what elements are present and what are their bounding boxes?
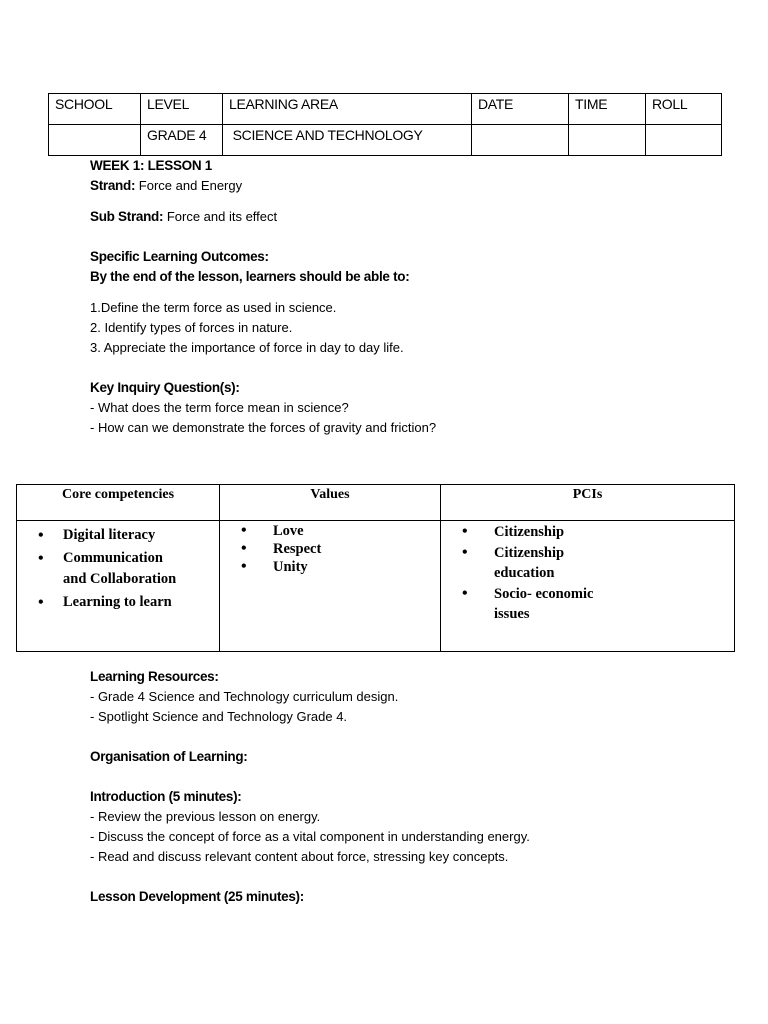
value-cell-learning-area: SCIENCE AND TECHNOLOGY [223,125,472,156]
introduction-heading: Introduction (5 minutes): [90,789,242,804]
organisation-heading: Organisation of Learning: [90,749,248,764]
values-cell [220,521,441,652]
sub-strand-value: Force and its effect [163,209,278,224]
pci-item: • Citizenship [442,522,612,542]
header-table-value-row [49,125,722,156]
value-cell-school [49,125,141,156]
strand-label: Strand: [90,178,136,193]
lesson-intro-section [90,156,730,438]
competency-item: • Learning to learn [18,592,188,613]
slo-intro: By the end of the lesson, learners should be able to: [90,269,410,284]
competency-item: • Communication and Collaboration [18,548,188,590]
value-item: • Unity [221,558,439,576]
lesson-development-heading: Lesson Development (25 minutes): [90,889,304,904]
header-cell-date: DATE [472,94,569,125]
sub-strand-line [90,207,730,227]
value-cell-date [472,125,569,156]
value-cell-roll [646,125,722,156]
header-cell-school: SCHOOL [49,94,141,125]
resources-heading: Learning Resources: [90,669,219,684]
core-competencies-cell [17,521,220,652]
core-competencies-header: Core competencies [17,485,220,521]
strand-line [90,176,730,196]
value-item: • Love [221,522,439,540]
header-cell-time: TIME [569,94,646,125]
competency-item: • Digital literacy [18,525,188,546]
slo-heading: Specific Learning Outcomes: [90,249,269,264]
sub-strand-label: Sub Strand: [90,209,164,224]
outcome-item: 2. Identify types of forces in nature. [90,320,293,335]
pcis-cell [441,521,735,652]
resource-item: - Spotlight Science and Technology Grade 4. [90,709,348,724]
kiq-heading: Key Inquiry Question(s): [90,380,240,395]
competencies-body-row [17,521,735,652]
value-cell-time [569,125,646,156]
competencies-table [16,484,735,652]
lesson-plan-section [90,667,730,907]
header-table-header-row [49,94,722,125]
header-cell-level: LEVEL [141,94,223,125]
value-item: • Respect [221,540,439,558]
values-header: Values [220,485,441,521]
question-item: - What does the term force mean in science? [90,400,349,415]
introduction-item: - Review the previous lesson on energy. [90,809,321,824]
value-cell-level: GRADE 4 [141,125,223,156]
week-lesson-title: WEEK 1: LESSON 1 [90,158,212,173]
strand-value: Force and Energy [135,178,243,193]
introduction-item: - Read and discuss relevant content about force, stressing key concepts. [90,849,509,864]
pci-item: • Socio- economic issues [442,584,612,624]
resource-item: - Grade 4 Science and Technology curriculum design. [90,689,399,704]
competencies-header-row [17,485,735,521]
header-cell-roll: ROLL [646,94,722,125]
pcis-header: PCIs [441,485,735,521]
outcome-item: 3. Appreciate the importance of force in day to day life. [90,340,404,355]
question-item: - How can we demonstrate the forces of gravity and friction? [90,420,437,435]
header-cell-learning-area: LEARNING AREA [223,94,472,125]
header-table [48,93,722,156]
introduction-item: - Discuss the concept of force as a vital component in understanding energy. [90,829,530,844]
outcome-item: 1.Define the term force as used in science. [90,300,337,315]
pci-item: • Citizenship education [442,543,612,583]
